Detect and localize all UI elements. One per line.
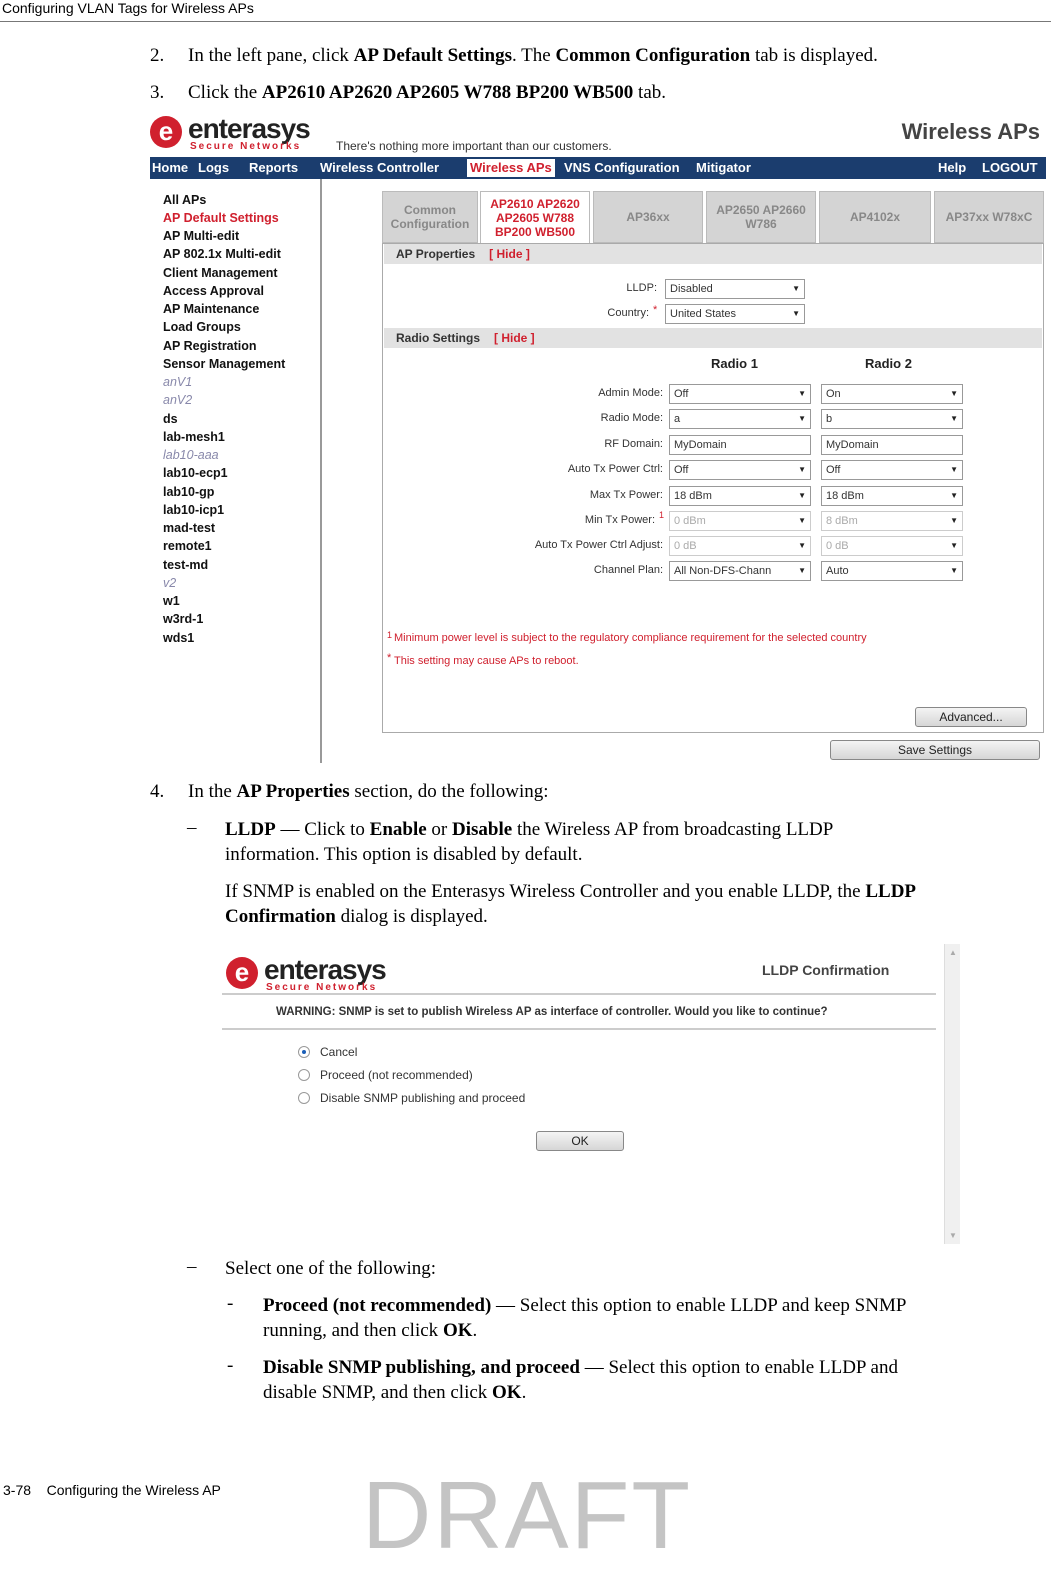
admin-mode-radio1-select[interactable]: Off ▼ bbox=[669, 384, 811, 404]
max-tx-power-radio1-select[interactable]: 18 dBm ▼ bbox=[669, 486, 811, 506]
logo-mark-icon: e bbox=[150, 116, 182, 148]
radio-2-heading: Radio 2 bbox=[865, 356, 912, 371]
step-number: 4. bbox=[150, 781, 165, 802]
sidebar-ap-item[interactable]: lab-mesh1 bbox=[163, 430, 225, 444]
nav-vns-configuration[interactable]: VNS Configuration bbox=[564, 160, 680, 175]
sidebar-ap-item[interactable]: test-md bbox=[163, 558, 209, 572]
reboot-mark: * bbox=[387, 652, 392, 664]
radio-icon[interactable] bbox=[298, 1092, 310, 1104]
rf-domain-radio2-input[interactable]: MyDomain bbox=[821, 435, 963, 455]
tab-ap37xx-w78xc[interactable]: AP37xx W78xC bbox=[934, 191, 1044, 243]
sidebar-ap-item[interactable]: remote1 bbox=[163, 539, 212, 553]
advanced-button[interactable]: Advanced... bbox=[915, 707, 1027, 727]
nav-home[interactable]: Home bbox=[152, 160, 189, 175]
channel-plan-label: Channel Plan: bbox=[593, 564, 663, 576]
option-proceed[interactable]: Proceed (not recommended) bbox=[298, 1068, 473, 1082]
sidebar-item-all-aps[interactable]: All APs bbox=[163, 193, 207, 207]
scroll-down-icon[interactable]: ▼ bbox=[949, 1231, 957, 1240]
tab-panel bbox=[382, 243, 1044, 733]
option-cancel[interactable]: Cancel bbox=[298, 1045, 357, 1059]
step-4 bbox=[150, 780, 1030, 804]
tab-ap2610-ap2620-ap2605-w788-bp200-wb500[interactable]: AP2610 AP2620 AP2605 W788 BP200 WB500 bbox=[480, 191, 590, 243]
footer-section: Configuring the Wireless AP bbox=[46, 1482, 221, 1498]
auto-tx-power-ctrl-adjust-label: Auto Tx Power Ctrl Adjust: bbox=[534, 539, 663, 551]
radio-selected-icon[interactable] bbox=[298, 1046, 310, 1058]
step-number: 3. bbox=[150, 82, 165, 103]
auto-tx-power-ctrl-radio2-select[interactable]: Off ▼ bbox=[821, 460, 963, 480]
ap-model-tabs bbox=[382, 191, 1044, 243]
sidebar-ap-item[interactable]: w1 bbox=[163, 594, 180, 608]
proceed-option-description: Proceed (not recommended) — Select this option to enable LLDP and keep SNMP running, and then click OK. bbox=[263, 1295, 907, 1341]
tab-ap36xx[interactable]: AP36xx bbox=[593, 191, 703, 243]
auto-tx-power-adjust-radio2-select[interactable]: 0 dB ▼ bbox=[821, 536, 963, 556]
step-2 bbox=[150, 44, 1030, 68]
brand-name: enterasys bbox=[188, 113, 310, 144]
lldp-confirmation-screenshot bbox=[222, 944, 960, 1244]
auto-tx-power-ctrl-label: Auto Tx Power Ctrl: bbox=[567, 463, 663, 475]
sidebar-ap-item[interactable]: v2 bbox=[163, 576, 177, 590]
step-text: Click the AP2610 AP2620 AP2605 W788 BP200 WB500 tab. bbox=[188, 82, 667, 103]
min-tx-power-label: Min Tx Power: bbox=[584, 514, 655, 526]
step-number: 2. bbox=[150, 45, 165, 66]
divider bbox=[222, 1028, 936, 1030]
min-tx-power-radio1-select[interactable]: 0 dBm ▼ bbox=[669, 511, 811, 531]
radio-mode-label: Radio Mode: bbox=[600, 412, 663, 424]
sidebar-item-access-approval[interactable]: Access Approval bbox=[163, 284, 264, 298]
scrollbar[interactable] bbox=[944, 944, 960, 1244]
brand-name: enterasys bbox=[264, 954, 386, 985]
step-3 bbox=[150, 81, 1030, 105]
nav-wireless-controller[interactable]: Wireless Controller bbox=[320, 160, 440, 175]
step-text: In the left pane, click AP Default Settings. The Common Configuration tab is displayed. bbox=[188, 45, 878, 66]
sidebar-ap-item[interactable]: w3rd-1 bbox=[163, 612, 204, 626]
snmp-warning: WARNING: SNMP is set to publish Wireless AP as interface of controller. Would you like to continue? bbox=[276, 1006, 828, 1018]
ok-button[interactable]: OK bbox=[536, 1131, 624, 1151]
left-pane bbox=[150, 179, 322, 763]
ap-properties-section-header bbox=[384, 244, 1042, 264]
tab-ap4102x[interactable]: AP4102x bbox=[819, 191, 931, 243]
select-instruction: Select one of the following: bbox=[225, 1258, 437, 1279]
nav-logout[interactable]: LOGOUT bbox=[982, 160, 1038, 175]
sidebar-item-sensor-management[interactable]: Sensor Management bbox=[163, 357, 286, 371]
scroll-up-icon[interactable]: ▲ bbox=[949, 948, 957, 957]
running-header: Configuring VLAN Tags for Wireless APs bbox=[0, 0, 1051, 22]
radio-mode-radio2-select[interactable]: b ▼ bbox=[821, 409, 963, 429]
lldp-description: LLDP — Click to Enable or Disable the Wireless AP from broadcasting LLDP information. This option is disabled by default. bbox=[225, 819, 834, 865]
sidebar-ap-item[interactable]: wds1 bbox=[163, 631, 195, 645]
ap-default-settings-screenshot bbox=[150, 113, 1046, 763]
nav-wireless-aps[interactable]: Wireless APs bbox=[467, 159, 555, 177]
option-disable-snmp[interactable]: Disable SNMP publishing and proceed bbox=[298, 1091, 525, 1105]
snmp-note: If SNMP is enabled on the Enterasys Wireless Controller and you enable LLDP, the LLDP Confirmation dialog is displayed. bbox=[225, 881, 917, 927]
footnote-1-mark: 1 bbox=[387, 630, 393, 640]
bullet-dash: – bbox=[187, 817, 197, 838]
footnote-1-mark: 1 bbox=[659, 510, 665, 520]
page-number: 3-78 bbox=[3, 1482, 32, 1498]
logo-mark-icon: e bbox=[226, 957, 258, 989]
tagline: There's nothing more important than our customers. bbox=[336, 139, 612, 153]
tab-ap2650-ap2660-w786[interactable]: AP2650 AP2660 W786 bbox=[706, 191, 816, 243]
sidebar-ap-item[interactable]: ds bbox=[163, 412, 178, 426]
country-label: Country: bbox=[607, 307, 649, 319]
page-footer bbox=[3, 1482, 221, 1498]
tab-common-configuration[interactable]: Common Configuration bbox=[382, 191, 478, 243]
lldp-label: LLDP: bbox=[626, 282, 657, 294]
power-level-note: Minimum power level is subject to the regulatory compliance requirement for the selected country bbox=[394, 632, 867, 644]
rf-domain-radio1-input[interactable]: MyDomain bbox=[669, 435, 811, 455]
hide-ap-properties-link[interactable]: [ Hide ] bbox=[489, 247, 530, 261]
reboot-note: This setting may cause APs to reboot. bbox=[394, 655, 579, 667]
top-navigation bbox=[150, 157, 1046, 179]
sidebar-item-ap-maintenance[interactable]: AP Maintenance bbox=[163, 302, 260, 316]
radio-1-heading: Radio 1 bbox=[711, 356, 758, 371]
sidebar-ap-item[interactable]: lab10-aaa bbox=[163, 448, 219, 462]
sidebar-ap-item[interactable]: anV2 bbox=[163, 393, 193, 407]
sidebar-item-ap-multi-edit[interactable]: AP Multi-edit bbox=[163, 229, 240, 243]
brand-subtitle: Secure Networks bbox=[266, 982, 378, 993]
max-tx-power-radio2-select[interactable]: 18 dBm ▼ bbox=[821, 486, 963, 506]
channel-plan-radio1-select[interactable]: All Non-DFS-Chann ▼ bbox=[669, 561, 811, 581]
hide-radio-settings-link[interactable]: [ Hide ] bbox=[494, 331, 535, 345]
lldp-select[interactable]: Disabled ▼ bbox=[665, 279, 805, 299]
auto-tx-power-ctrl-radio1-select[interactable]: Off ▼ bbox=[669, 460, 811, 480]
sidebar-ap-item[interactable]: anV1 bbox=[163, 375, 193, 389]
draft-watermark: DRAFT bbox=[362, 1462, 692, 1569]
bullet-hyphen: - bbox=[227, 1355, 234, 1376]
sidebar-ap-item[interactable]: mad-test bbox=[163, 521, 216, 535]
sidebar-ap-item[interactable]: lab10-ecp1 bbox=[163, 466, 228, 480]
min-tx-power-radio2-select[interactable]: 8 dBm ▼ bbox=[821, 511, 963, 531]
nav-reports[interactable]: Reports bbox=[249, 160, 299, 175]
nav-help[interactable]: Help bbox=[938, 160, 967, 175]
radio-icon[interactable] bbox=[298, 1069, 310, 1081]
save-settings-button[interactable]: Save Settings bbox=[830, 740, 1040, 760]
bullet-dash: – bbox=[187, 1256, 197, 1277]
sidebar-item-ap-registration[interactable]: AP Registration bbox=[163, 339, 257, 353]
auto-tx-power-adjust-radio1-select[interactable]: 0 dB ▼ bbox=[669, 536, 811, 556]
reboot-mark: * bbox=[653, 304, 658, 316]
radio-mode-radio1-select[interactable]: a ▼ bbox=[669, 409, 811, 429]
sidebar-item-ap-8021x-multi-edit[interactable]: AP 802.1x Multi-edit bbox=[163, 247, 281, 261]
bullet-hyphen: - bbox=[227, 1293, 234, 1314]
divider bbox=[222, 993, 936, 995]
nav-logs[interactable]: Logs bbox=[198, 160, 230, 175]
product-title: Wireless APs bbox=[901, 119, 1040, 144]
sidebar-ap-item[interactable]: lab10-gp bbox=[163, 485, 215, 499]
brand-subtitle: Secure Networks bbox=[190, 141, 302, 152]
admin-mode-label: Admin Mode: bbox=[598, 387, 663, 399]
disable-snmp-option-description: Disable SNMP publishing, and proceed — Select this option to enable LLDP and disable SNMP, and then click OK. bbox=[263, 1357, 898, 1403]
rf-domain-label: RF Domain: bbox=[604, 438, 663, 450]
channel-plan-radio2-select[interactable]: Auto ▼ bbox=[821, 561, 963, 581]
country-select[interactable]: United States ▼ bbox=[665, 304, 805, 324]
section-title: Radio Settings bbox=[396, 331, 481, 345]
section-title: AP Properties bbox=[396, 247, 476, 261]
sidebar-item-client-management[interactable]: Client Management bbox=[163, 266, 278, 280]
radio-settings-section-header bbox=[384, 328, 1042, 348]
dialog-title: LLDP Confirmation bbox=[762, 962, 890, 978]
step-text: In the AP Properties section, do the following: bbox=[188, 781, 549, 802]
admin-mode-radio2-select[interactable]: On ▼ bbox=[821, 384, 963, 404]
sidebar-ap-item[interactable]: lab10-icp1 bbox=[163, 503, 225, 517]
nav-mitigator[interactable]: Mitigator bbox=[696, 160, 751, 175]
sidebar-item-load-groups[interactable]: Load Groups bbox=[163, 320, 241, 334]
enterasys-logo bbox=[226, 954, 526, 998]
sidebar-item-ap-default-settings[interactable]: AP Default Settings bbox=[163, 211, 279, 225]
max-tx-power-label: Max Tx Power: bbox=[589, 489, 663, 501]
